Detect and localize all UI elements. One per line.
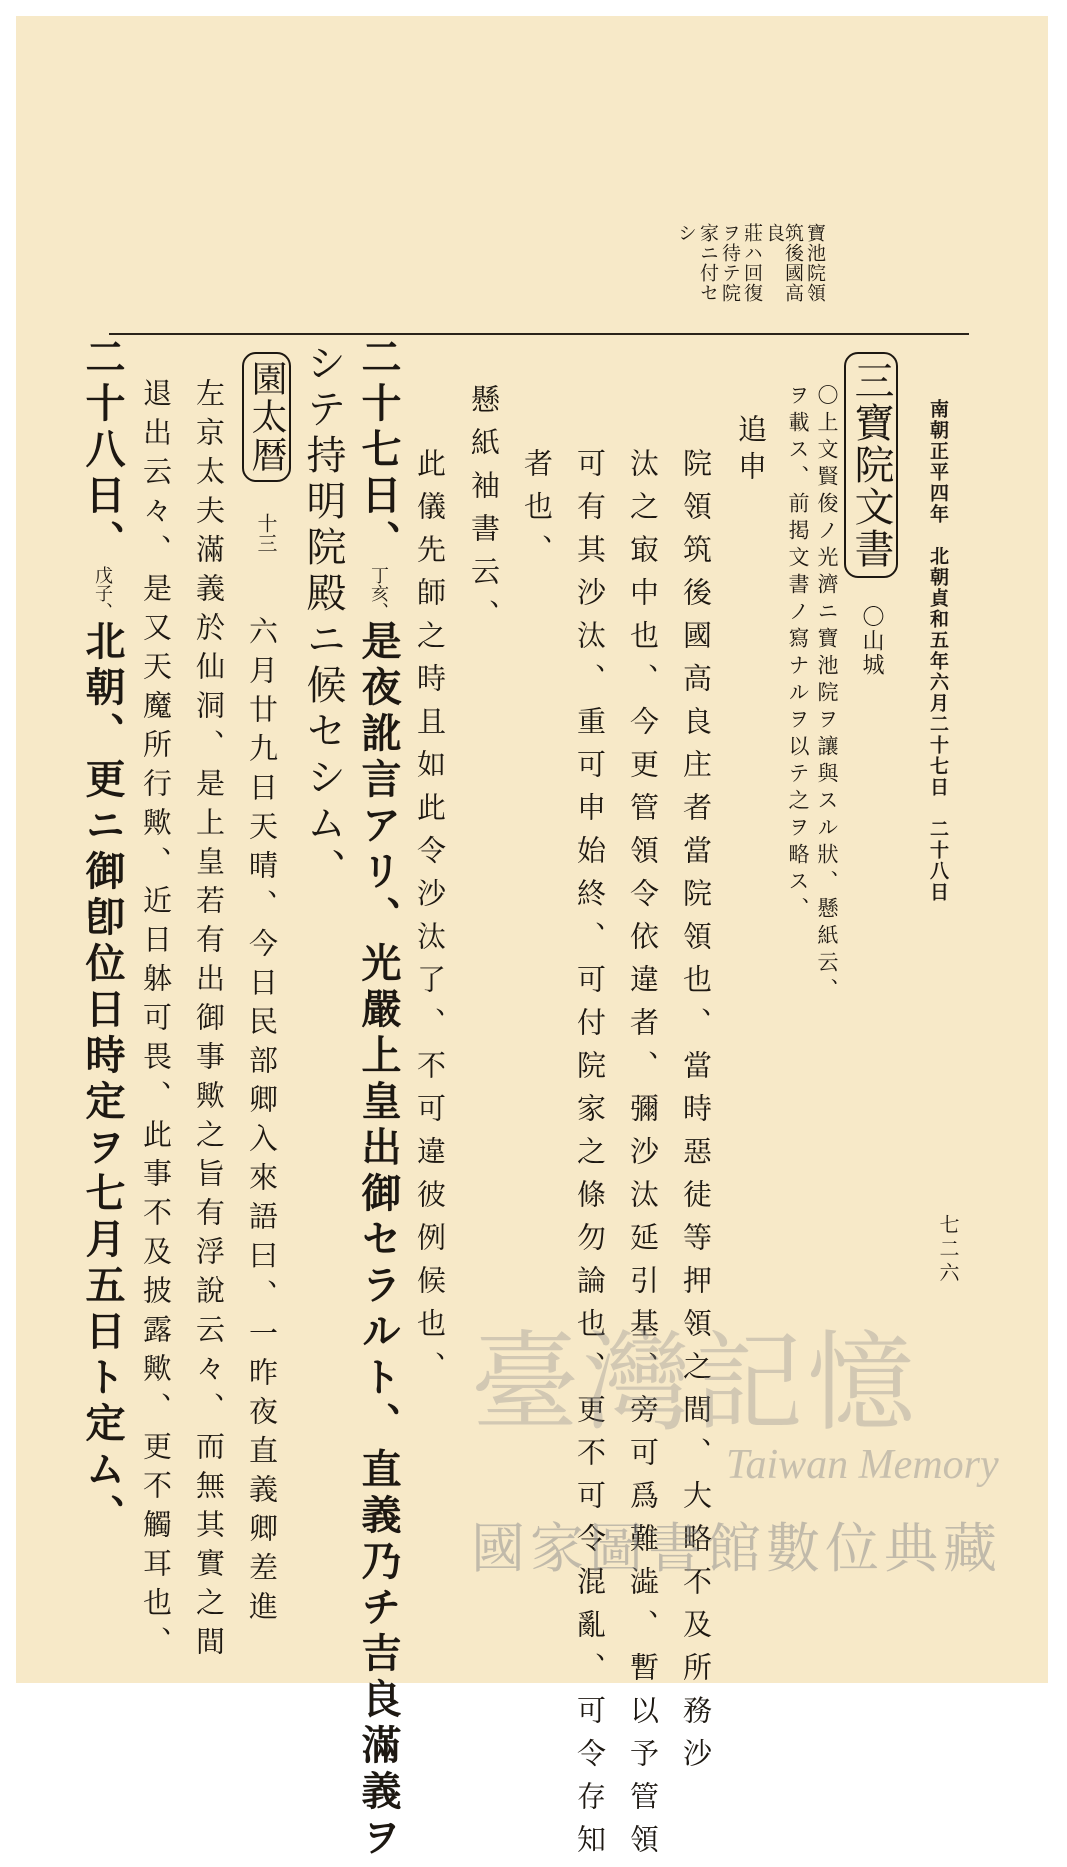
document-body-line: 六月廿九日天晴、今日民部卿入來語曰、一昨夜直義卿差進 <box>245 616 279 1630</box>
source-heading <box>848 352 894 677</box>
editor-note-line: ヲ載ス、前掲文書ノ寫ナルヲ以テ之ヲ略ス、 <box>786 384 810 924</box>
running-head: 南朝正平四年 北朝貞和五年六月二十七日 二十八日 <box>927 399 949 903</box>
document-body-line: 汰之㝡中也、今更管領令依違者、彌沙汰延引基、旁可爲難澁、暫以予管領 <box>626 448 660 1867</box>
watermark-english: Taiwan Memory <box>726 1442 999 1488</box>
document-body-line: 可有其沙汰、重可申始終、可付院家之條勿論也、更不可令混亂、可令存知 <box>573 448 607 1867</box>
document-body-line: 者也、 <box>520 448 554 577</box>
entry-text-continued: シテ持明院殿ニ候セシム、 <box>300 342 346 894</box>
date-entry <box>79 336 126 1540</box>
source-title: 園太暦 <box>242 352 291 482</box>
source-location: 〇山城 <box>859 605 884 677</box>
entry-text: 北朝、更ニ御卽位日時定ヲ七月五日ト定ム、 <box>79 620 126 1540</box>
entry-date: 二十七日、 <box>355 336 402 566</box>
source-heading <box>246 352 287 553</box>
page-number: 七二六 <box>936 1214 960 1286</box>
entry-date: 二十八日、 <box>79 336 126 566</box>
editor-note-line: 〇上文賢俊ノ光濟ニ寶池院ヲ讓與スル狀、懸紙云、 <box>815 384 839 1005</box>
tsuishin-label: 追申 <box>734 414 768 488</box>
entry-text: 是夜訛言アリ、光嚴上皇出御セラルト、直義乃チ吉良滿義ヲ <box>355 620 402 1862</box>
kakegami-label: 懸紙袖書云、 <box>467 384 501 642</box>
source-volume: 十三 <box>254 513 278 553</box>
marginal-note-line: ヲ待テ院 <box>719 223 741 303</box>
date-entry <box>355 336 402 1862</box>
marginal-note-line: 筑後國高良 <box>763 223 804 303</box>
marginal-note-line: 家ニ付セ <box>697 223 719 303</box>
entry-eto: 戊子、 <box>92 566 113 620</box>
kakegami-text: 此儀先師之時且如此令沙汰了、不可違彼例候也、 <box>413 448 447 1394</box>
marginal-note <box>676 223 824 313</box>
document-body-line: 左京太夫滿義於仙洞、是上皇若有出御事歟之旨有浮說云々、而無其實之間 <box>192 378 226 1665</box>
document-body-line: 院領筑後國高良庄者當院領也、當時惡徒等押領之間、大略不及所務沙 <box>679 448 713 1781</box>
document-page <box>16 16 1048 1867</box>
watermark-logo-text: 臺灣記憶 <box>471 1321 920 1446</box>
marginal-note-line: 莊ハ回復 <box>741 223 763 303</box>
marginal-note-line: 寶池院領 <box>804 223 826 303</box>
document-body-line: 退出云々、是又天魔所行歟、近日躰可畏、此事不及披露歟、更不觸耳也、 <box>139 378 173 1665</box>
marginal-note-line: シ <box>675 223 697 243</box>
watermark-library: 國家圖書館數位典藏 <box>471 1517 1002 1580</box>
horizontal-rule <box>109 333 969 335</box>
source-title: 三寶院文書 <box>844 352 898 578</box>
entry-eto: 丁亥、 <box>368 566 389 620</box>
